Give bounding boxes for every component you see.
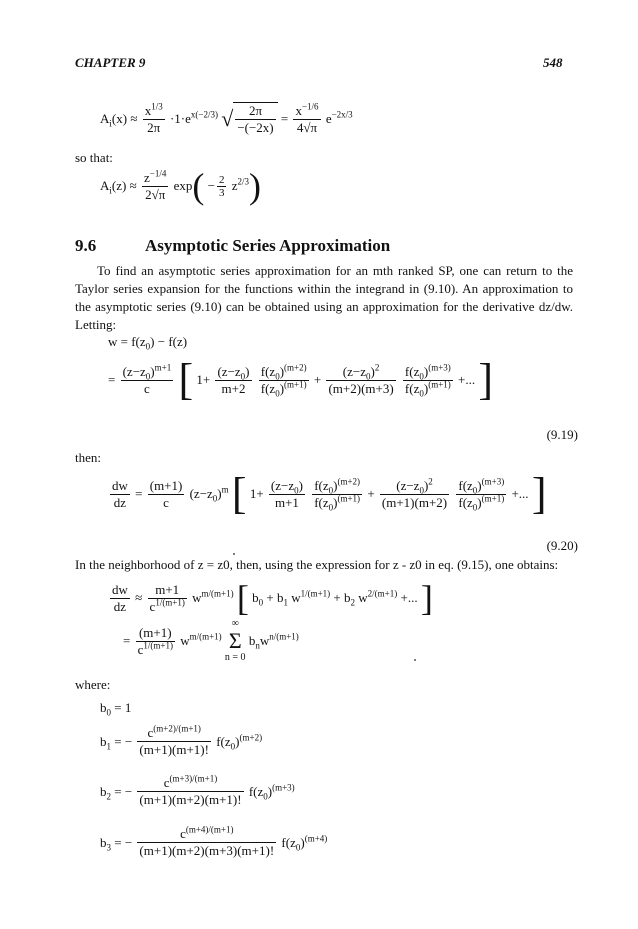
equation-b3: $b_3$ = − $\frac{c^{(m+4)/(m+1)}}{(m+1)(m+2)(m+3)(m+1)!}$ $f(z_0)^{(m+4)}$ <box>100 824 328 858</box>
equation-number-9-19: (9.19) <box>546 427 578 442</box>
intro-paragraph: To find an asymptotic series approximation for an mth ranked SP, one can return to the Taylor series expansion for the functions within the integrand in (9.10). An approximation to the asymptotic series (9.10) can be obtained using an approximation for the derivative dz/dw. Letting: <box>75 263 573 332</box>
stray-mark <box>233 553 235 555</box>
equation-dw-dz-approx: $\frac{dw}{dz}$ ≈ $\frac{m+1}{c^{1/(m+1)}}$ $w^{m/(m+1)}$ [ $b_0 + b_1$ $w^{1/(m+1)} + b_2$ $w^{2/(m+1)}$ +... ] <box>112 578 433 618</box>
neighborhood-paragraph: In the neighborhood of z = z0, then, using the expression for z - z0 in eq. (9.15), one obtains: <box>75 557 559 572</box>
equation-number-9-20: (9.20) <box>546 538 578 553</box>
so-that-label: so that: <box>75 150 113 165</box>
section-number: 9.6 <box>75 236 97 255</box>
section-title: Asymptotic Series Approximation <box>145 236 391 255</box>
section-heading <box>75 236 390 256</box>
equation-b1: $b_1$ = − $\frac{c^{(m+2)/(m+1)}}{(m+1)(m+1)!}$ $f(z_0)^{(m+2)}$ <box>100 723 263 757</box>
equation-airy-z: $A_i(z)$ ≈ $\frac{z^{-1/4}}{2√\pi}$ exp( − $\frac{2}{3}$ $z^{2/3}$) <box>100 166 262 206</box>
chapter-header: CHAPTER 9 <box>75 55 146 70</box>
page-number: 548 <box>543 55 563 70</box>
equation-dw-dz: $\frac{dw}{dz}$ = $\frac{(m+1)}{c}$ $(z-z_0)^m$ [ 1+ $\frac{(z-z_0)}{m+1}$ $\frac{f(z_0)^{(m+2)}}{f(z_0)^{(m+1)}}$ + $\frac{(z-z_0)^2}{(m+1)(m+2)}$ $\frac{f(z_0)^{(m+3)}}{f(z_0)^{(m+1)}}$ +... ] <box>112 469 547 518</box>
equation-dw-dz-sum: = $\frac{(m+1)}{c^{1/(m+1)}}$ $w^{m/(m+1)}$ ∞ Σ n = 0 $b_nw^{n/(m+1)}$ <box>123 618 299 663</box>
equation-w-definition: $w = f(z_0) - f(z)$ <box>108 334 188 352</box>
then-label: then: <box>75 450 101 465</box>
stray-mark-2 <box>414 659 416 661</box>
equation-b2: $b_2$ = − $\frac{c^{(m+3)/(m+1)}}{(m+1)(m+2)(m+1)!}$ $f(z_0)^{(m+3)}$ <box>100 773 295 807</box>
equation-w-series: = $\frac{(z-z_0)^{m+1}}{c}$ [ 1+ $\frac{(z-z_0)}{m+2}$ $\frac{f(z_0)^{(m+2)}}{f(z_0)^{(m+1)}}$ + $\frac{(z-z_0)^2}{(m+2)(m+3)}$ $\frac{f(z_0)^{(m+3)}}{f(z_0)^{(m+1)}}$ +... ] <box>108 355 494 404</box>
where-label: where: <box>75 677 111 692</box>
equation-airy-x: $A_i(x)$ ≈ $\frac{x^{1/3}}{2\pi}$ $\cdot 1\cdot e^{x(-2/3)}$ √ $\frac{2\pi}{-(-2x)}$ = $\frac{x^{-1/6}}{4√\pi}$ $e^{-2x/3}$ <box>100 101 353 135</box>
equation-b0: $b_0 = 1$ <box>100 700 132 718</box>
